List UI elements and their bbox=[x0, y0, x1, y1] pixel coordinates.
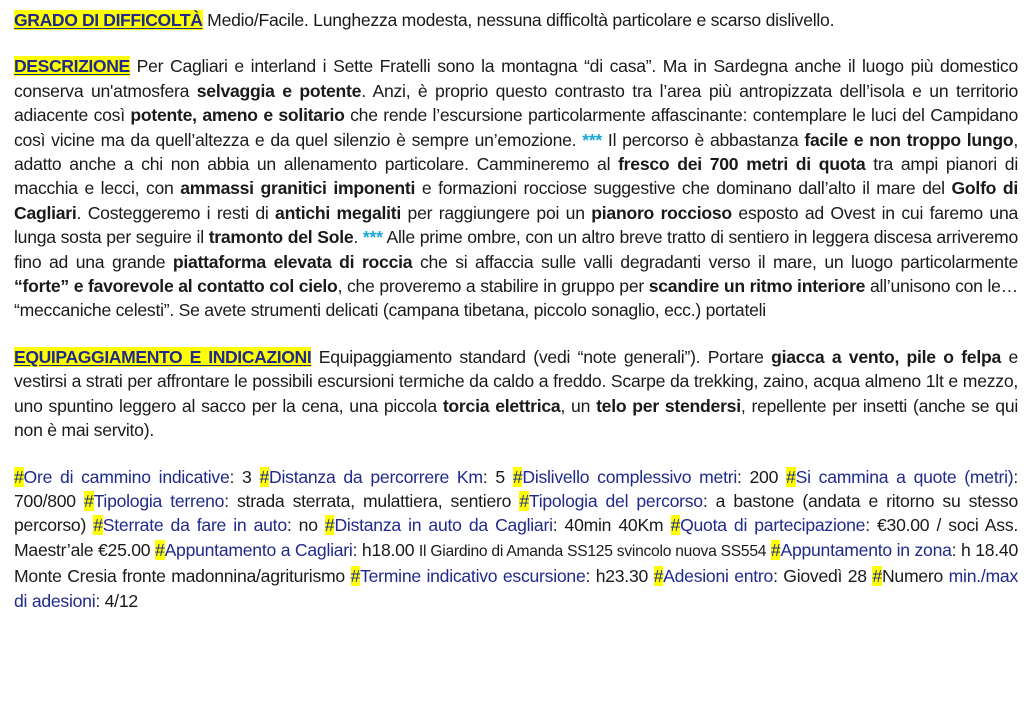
text-run: che rende l’escursione particolarmente affascinante: contemplare le luci del Campidano così vicine ma da quell’altezza e da quel silenzio è sempre un’emozione. bbox=[14, 105, 1018, 150]
field-label: Tipologia terreno bbox=[93, 490, 225, 511]
bold-text: antichi megaliti bbox=[275, 202, 402, 223]
field-label: Ore di cammino indicative bbox=[23, 466, 230, 487]
text-run: e vestirsi a strati per affrontare le possibili escursioni termiche da caldo a freddo. Scarpe da trekking, zaino, acqua almeno 1lt e mezzo, uno spuntino leggero al sacco per la cena, una piccola bbox=[14, 346, 1018, 416]
text-run: : h 18.40 Monte Cresia fronte madonnina/agriturismo bbox=[14, 539, 1018, 587]
field-label: Sterrate da fare in auto bbox=[102, 515, 287, 536]
text-run: Il percorso è abbastanza bbox=[602, 129, 805, 150]
field-label: Tipologia del percorso bbox=[528, 490, 703, 511]
field-label: Appuntamento a Cagliari bbox=[164, 539, 353, 560]
asterisk-separator: *** bbox=[362, 227, 383, 248]
hashtag-mark: # bbox=[653, 566, 664, 587]
field-label: Dislivello complessivo metri bbox=[522, 466, 737, 487]
spacer bbox=[14, 443, 1018, 465]
text-run: : a bastone (andata e ritorno su stesso percorso) bbox=[14, 490, 1018, 536]
text-run: Numero bbox=[881, 566, 949, 587]
section-grado bbox=[14, 8, 1018, 32]
spacer bbox=[14, 323, 1018, 345]
text-run: Per Cagliari e interland i Sette Fratelli sono la montagna “di casa”. Ma in Sardegna anche il luogo più domestico conserva un'atmosfera bbox=[14, 56, 1018, 101]
heading-equipaggiamento: EQUIPAGGIAMENTO E INDICAZIONI bbox=[14, 346, 312, 367]
text-run: . Costeggeremo i resti di bbox=[76, 202, 276, 223]
bold-text: scandire un ritmo interiore bbox=[648, 276, 866, 297]
text-run: : 700/800 bbox=[14, 466, 1018, 511]
hashtag-mark: # bbox=[259, 466, 270, 487]
text-run: : 200 bbox=[736, 466, 787, 487]
heading-descrizione: DESCRIZIONE bbox=[14, 56, 130, 77]
heading-grado: GRADO DI DIFFICOLTÀ bbox=[14, 10, 203, 30]
hashtag-mark: # bbox=[872, 566, 882, 587]
text-run: , che proveremo a stabilire in gruppo per bbox=[337, 276, 649, 297]
text-run: esposto ad Ovest in cui faremo una lunga sosta per seguire il bbox=[14, 202, 1019, 248]
hashtag-mark: # bbox=[324, 515, 335, 536]
hashtag-mark: # bbox=[770, 539, 781, 560]
text-run: all’unisono con le… “meccaniche celesti”. Se avete strumenti delicati (campana tibetana, piccolo sonaglio, ecc.) portateli bbox=[14, 276, 1018, 321]
bold-text: selvaggia e potente bbox=[196, 80, 362, 101]
text-run: per raggiungere poi un bbox=[401, 202, 592, 223]
text-run: e formazioni rocciose suggestive che dominano dall’alto il mare del bbox=[415, 178, 952, 199]
text-info bbox=[14, 467, 1018, 611]
text-run: , adatto anche a chi non abbia un allenamento particolare. Cammineremo al bbox=[14, 129, 1018, 175]
text-run: : 4/12 bbox=[95, 590, 138, 611]
hashtag-mark: # bbox=[786, 466, 796, 487]
bold-text: fresco dei 700 metri di quota bbox=[618, 154, 866, 175]
text-run: tra ampi pianori di macchia e lecci, con bbox=[14, 154, 1018, 199]
text-run: Alle prime ombre, con un altro breve tratto di sentiero in leggera discesa arriveremo fino ad una grande bbox=[14, 227, 1019, 272]
document-body bbox=[14, 8, 1018, 613]
text-run: , un bbox=[560, 395, 597, 416]
hashtag-mark: # bbox=[670, 515, 681, 536]
text-run: : €30.00 / soci Ass. Maestr’ale €25.00 bbox=[14, 515, 1019, 560]
bold-text: facile e non troppo lungo bbox=[804, 129, 1014, 150]
text-run: : no bbox=[286, 515, 325, 536]
text-run: : h23.30 bbox=[585, 566, 654, 587]
field-label: min./max di adesioni bbox=[14, 566, 1018, 611]
hashtag-mark: # bbox=[512, 466, 523, 487]
hashtag-mark: # bbox=[14, 466, 24, 487]
field-label: Quota di partecipazione bbox=[680, 515, 866, 536]
spacer bbox=[14, 32, 1018, 54]
text-run: . bbox=[353, 227, 363, 248]
text-run: : h18.00 bbox=[352, 539, 419, 560]
text-run: : 40min 40Km bbox=[552, 515, 671, 536]
field-label: Termine indicativo escursione bbox=[360, 566, 586, 587]
section-descrizione bbox=[14, 54, 1018, 322]
section-equipaggiamento bbox=[14, 345, 1018, 443]
hashtag-mark: # bbox=[155, 539, 165, 560]
bold-text: pianoro roccioso bbox=[591, 202, 732, 223]
text-run: : strada sterrata, mulattiera, sentiero bbox=[224, 490, 520, 511]
field-label: Distanza da percorrere Km bbox=[269, 466, 483, 487]
bold-text: ammassi granitici imponenti bbox=[180, 178, 416, 199]
text-run: : 3 bbox=[229, 466, 260, 487]
section-info bbox=[14, 465, 1018, 613]
bold-text: tramonto del Sole bbox=[208, 227, 354, 248]
text-run: , repellente per insetti (anche se qui non è mai servito). bbox=[14, 395, 1019, 441]
field-label: Distanza in auto da Cagliari bbox=[334, 515, 553, 536]
asterisk-separator: *** bbox=[582, 129, 603, 150]
field-label: Appuntamento in zona bbox=[780, 539, 952, 560]
hashtag-mark: # bbox=[519, 490, 529, 511]
hashtag-mark: # bbox=[93, 515, 103, 536]
text-run: : 5 bbox=[482, 466, 513, 487]
field-label: Adesioni entro bbox=[663, 566, 774, 587]
text-grado: Medio/Facile. Lunghezza modesta, nessuna difficoltà particolare e scarso dislivello. bbox=[202, 10, 835, 30]
bold-text: telo per stendersi bbox=[596, 395, 741, 416]
bold-text: potente, ameno e solitario bbox=[130, 105, 345, 126]
text-descrizione bbox=[14, 56, 1018, 320]
field-label: Si cammina a quote (metri) bbox=[795, 466, 1014, 487]
bold-text: Golfo di Cagliari bbox=[14, 178, 1018, 223]
bold-text: giacca a vento, pile o felpa bbox=[771, 346, 1002, 367]
hashtag-mark: # bbox=[84, 490, 94, 511]
bold-text: torcia elettrica bbox=[442, 395, 561, 416]
meeting-place-text: Il Giardino di Amanda SS125 svincolo nuova SS554 bbox=[418, 542, 767, 560]
text-run: : Giovedì 28 bbox=[773, 566, 873, 587]
text-run: . Anzi, è proprio questo contrasto tra l’area più antropizzata dell’isola e un territorio adiacente così bbox=[14, 80, 1018, 126]
bold-text: piattaforma elevata di roccia bbox=[172, 251, 413, 272]
text-run: Equipaggiamento standard (vedi “note generali”). Portare bbox=[311, 346, 772, 367]
hashtag-mark: # bbox=[350, 566, 361, 587]
bold-text: “forte” e favorevole al contatto col cielo bbox=[14, 276, 338, 297]
text-run: che si affaccia sulle valli degradanti verso il mare, un luogo particolarmente bbox=[412, 251, 1018, 272]
